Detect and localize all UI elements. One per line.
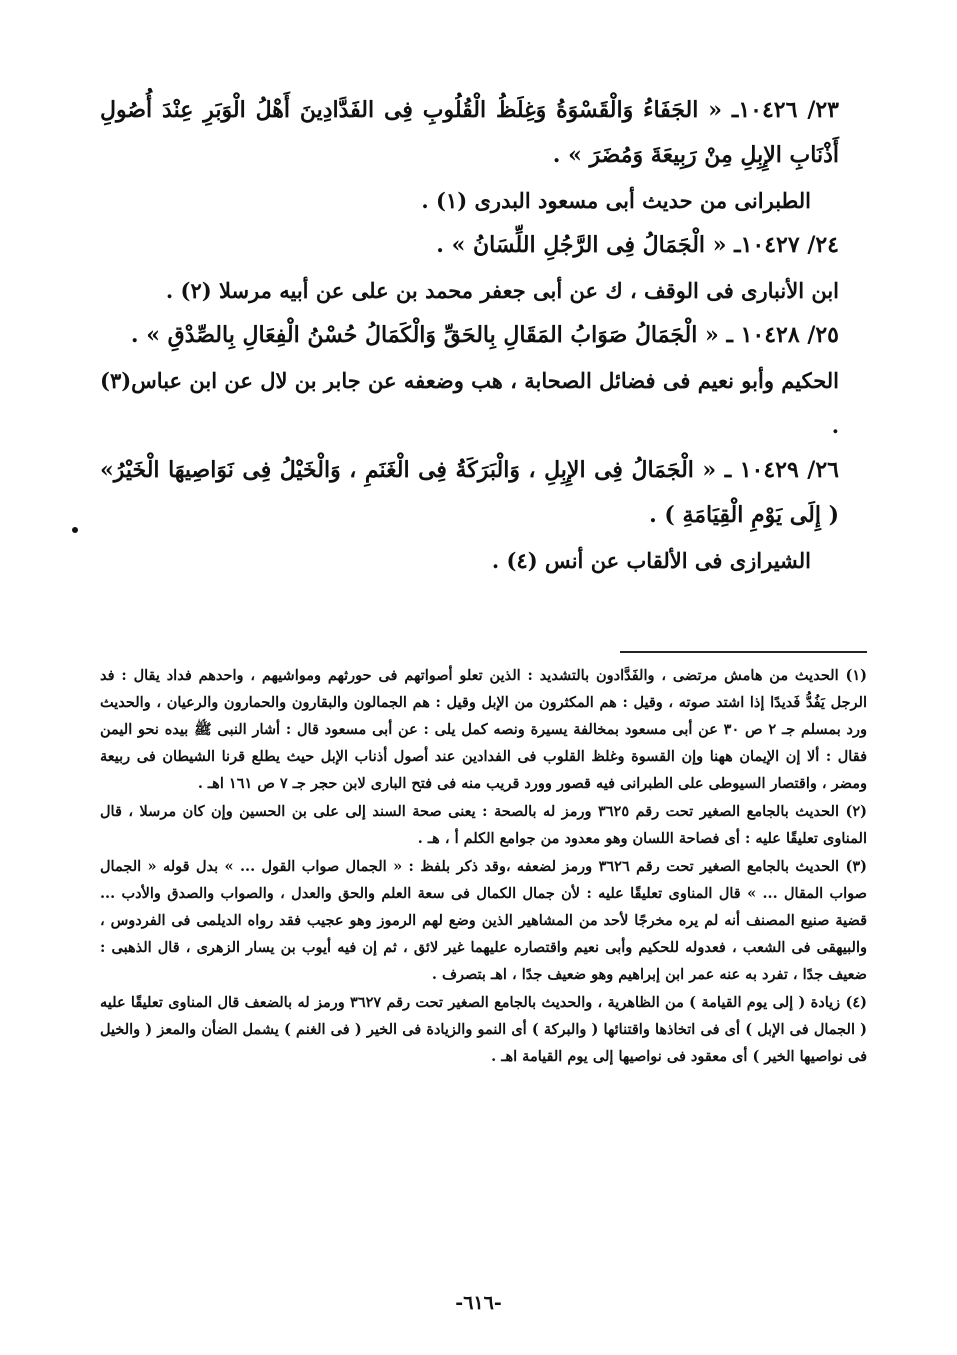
hadith-section <box>100 88 839 583</box>
page-number: -٦١٦- <box>455 1292 502 1314</box>
hadith-text: ٢٤/ ١٠٤٢٧ـ « الْجَمَالُ فِى الرَّجُلِ اللِّسَانُ » . <box>436 232 839 258</box>
footnote: (٣) الحديث بالجامع الصغير تحت رقم ٣٦٢٦ ورمز لضعفه ،وقد ذكر بلفظ : « الجمال صواب القول ... » بدل قوله « الجمال صواب المقال ... » قال المناوى تعليقًا عليه : لأن جمال الكمال فى سعة العلم والحق والعدل ، والصواب والصدق والأدب ... قضية صنيع المصنف أنه لم يره مخرجًا لأحد من المشاهير الذين وضع لهم الرموز وهو عجيب فقد رواه الديلمى فى الفردوس ، والبيهقى فى الشعب ، فعدوله للحكيم وأبى نعيم واقتصاره عليهما غير لائق ، ثم إن فيه أيوب بن يسار الزهرى ، قال الذهبى : ضعيف جدًا ، تفرد به عنه عمر ابن إبراهيم وهو ضعيف جدًا ، اهـ بتصرف . <box>100 858 867 983</box>
footnote: (٤) زيادة ( إلى يوم القيامة ) من الظاهرية ، والحديث بالجامع الصغير تحت رقم ٣٦٢٧ ورمز له بالضعف قال المناوى تعليقًا عليه ( الجمال فى الإبل ) أى فى اتخاذها واقتنائها ( والبركة ) أى النمو والزيادة فى الخير ( فى الغنم ) يشمل الضأن والمعز ( والخيل فى نواصيها الخير ) أى معقود فى نواصيها إلى يوم القيامة اهـ . <box>100 994 867 1065</box>
hadith-text: ٢٣/ ١٠٤٢٦ـ « الجَفَاءُ وَالْقَسْوَةُ وَغِلَظُ الْقُلُوبِ فِى الفَدَّادِينَ أَهْلُ الْوَبَرِ عِنْدَ أُصُولِ أَذْنَابِ الإِبِلِ مِنْ رَبِيعَةَ وَمُضَرَ » . <box>100 97 839 168</box>
footnote: (١) الحديث من هامش مرتضى ، والفَدَّادون بالتشديد : الذين تعلو أصواتهم فى حورثهم ومواشيهم ، واحدهم فداد يقال : فد الرجل يَفُدُّ فَديدًا إذا اشتد صوته ، وقيل : هم المكثرون من الإبل وقيل : هم الجمالون والبقارون والحمارون والرعيان ، والحديث ورد بمسلم جـ ٢ ص ٣٠ عن أبى مسعود بمخالفة يسيرة ونصه كمل يلى : عن أبى مسعود قال : أشار النبى ﷺ بيده نحو اليمن فقال : ألا إن الإيمان ههنا وإن القسوة وغلظ القلوب فى الفدادين عند أصول أذناب الإبل حيث يطلع قرنا الشيطان فى ربيعة ومضر ، واقتصار السيوطى على الطبرانى فيه قصور وورد قريب منه فى فتح البارى لابن حجر جـ ٧ ص ١٦١ اهـ . <box>100 667 867 792</box>
footnote-divider <box>620 651 867 653</box>
footnotes <box>100 662 867 1071</box>
hadith-source: الطبرانى من حديث أبى مسعود البدرى (١) . <box>421 188 811 213</box>
footnote: (٢) الحديث بالجامع الصغير تحت رقم ٣٦٢٥ ورمز له بالصحة : يعنى صحة السند إلى على بن الحسين وإن كان مرسلا ، قال المناوى تعليقًا عليه : أى فصاحة اللسان وهو معدود من جوامع الكلم أ ، هـ . <box>100 803 867 847</box>
hadith-source: ابن الأنبارى فى الوقف ، ك عن أبى جعفر محمد بن على عن أبيه مرسلا (٢) . <box>165 278 839 303</box>
hadith-text: ٢٥/ ١٠٤٢٨ ـ « الْجَمَالُ صَوَابُ المَقَالِ بِالحَقِّ وَالْكَمَالُ حُسْنُ الْفِعَالِ بِالصِّدْقِ » . <box>130 322 839 348</box>
hadith-source: الشيرازى فى الألقاب عن أنس (٤) . <box>491 548 811 573</box>
hadith-text: ٢٦/ ١٠٤٢٩ ـ « الْجَمَالُ فِى الإِبِلِ ، وَالْبَرَكَةُ فِى الْغَنَمِ ، وَالْخَيْلُ فِى نَوَاصِيهَا الْخَيْرُ» ( إِلَى يَوْمِ الْقِيَامَةِ ) . <box>100 457 839 528</box>
hadith-source: الحكيم وأبو نعيم فى فضائل الصحابة ، هب وضعفه عن جابر بن لال عن ابن عباس(٣) . <box>100 368 839 438</box>
margin-dot-mark <box>72 527 78 533</box>
